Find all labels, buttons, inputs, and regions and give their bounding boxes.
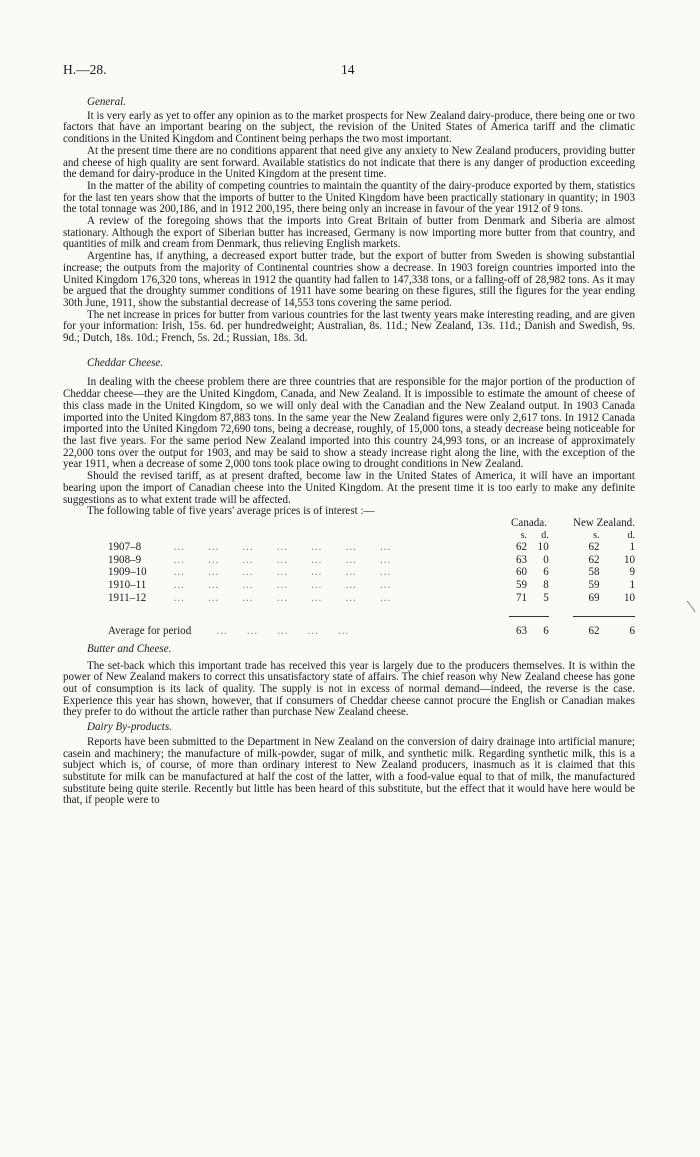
- paragraph: The net increase in prices for butter from various countries for the last twenty years make interesting reading, and are given for your information: Irish, 15s. 6d. per hundredweight; Australian, 8s. 11d.; New Zealand, 13s. 11d.; Danish and Swedish, 9s. 9d.; Dutch, 18s. 10d.; French, 5s. 2d.; Russian, 18s. 3d.: [63, 308, 635, 345]
- section-heading-byproducts: Dairy By-products.: [87, 721, 172, 734]
- unit-shillings: s.: [593, 529, 600, 541]
- table-row: 1911–12 … … … … … … … 71 5 69 10: [108, 591, 635, 604]
- paragraph: A review of the foregoing shows that the imports into Great Britain of butter from Denmark and Siberia are almost stationary. Although the export of Siberian butter has increased, Germany is now importing more butter from that country, and quantities of milk and cream from Denmark, thus relieving English markets.: [63, 215, 635, 251]
- column-header-new-zealand: New Zealand.: [573, 516, 635, 529]
- price-table: [108, 518, 635, 638]
- table-average-row: Average for period … … … … … 63 6 62 6: [108, 625, 635, 638]
- page-number: 14: [341, 62, 355, 77]
- column-header-canada: Canada.: [511, 516, 547, 529]
- unit-pence: d.: [627, 529, 635, 541]
- average-label: Average for period: [108, 625, 192, 638]
- table-header-row: [108, 518, 635, 530]
- body-text: [63, 97, 635, 807]
- document-reference: H.—28.: [63, 62, 107, 77]
- paragraph: In dealing with the cheese problem there are three countries that are responsible for the major portion of the production of Cheddar cheese—they are the United Kingdom, Canada, and New Zealand. It is impossible to estimate the amount of cheese of this class made in the United Kingdom, so we will only deal with the Canadian and the New Zealand output. In 1903 Canada imported into the United Kingdom 87,883 tons. In the same year the New Zealand figures were only 2,617 tons. In 1912 Canada imported into the United Kingdom 72,690 tons, being a decrease, roughly, of 15,000 tons, a steady decrease being noticeable for the last five years. For the same period New Zealand imported into this country 24,993 tons, or an increase of approximately 22,000 tons over the output for 1903, and may be said to show a steady increase right along the line, with the exception of the year 1911, when a decrease of some 2,000 tons took place owing to drought conditions in New Zealand.: [63, 376, 635, 471]
- paragraph: Reports have been submitted to the Department in New Zealand on the conversion of dairy drainage into artificial manure; casein and machinery; the manufacture of milk-powder, sugar of milk, and synthetic milk. Regarding synthetic milk, this is a subject which is, of course, of more than ordinary interest to New Zealand producers, inasmuch as it is claimed that this substitute for milk can be manufactured at half the cost of the latter, with a food-value equal to that of milk, the manufactured substitute being quite sterile. Recently but little has been heard of this substitute, but the effect that it would have here would be that, if people were to: [63, 735, 635, 807]
- table-row: 1910–11 … … … … … … … 59 8 59 1: [108, 578, 635, 591]
- table-rule: [108, 604, 635, 617]
- paragraph: The following table of five years' average prices is of interest :—: [87, 505, 375, 518]
- unit-pence: d.: [541, 529, 549, 541]
- unit-shillings: s.: [520, 529, 528, 541]
- page-header: [63, 62, 637, 80]
- paragraph: At the present time there are no conditions apparent that need give any anxiety to New Zealand producers, providing butter and cheese of high quality are sent forward. Available statistics do not indicate that there is any danger of production exceeding the demand for dairy-produce in the United Kingdom at the present time.: [63, 144, 635, 181]
- table-row: 1909–10 … … … … … … … 60 6 58 9: [108, 566, 635, 579]
- table-units-row: [108, 530, 635, 542]
- paragraph: It is very early as yet to offer any opinion as to the market prospects for New Zealand dairy-produce, there being one or two factors that have an important bearing on the subject, the revision of the United States of America tariff and the climatic conditions in the United Kingdom and Continent being perhaps the two most important.: [63, 109, 635, 146]
- paragraph: The set-back which this important trade has received this year is largely due to the producers themselves. It is within the power of New Zealand makers to correct this unsatisfactory state of affairs. The chief reason why New Zealand cheese has gone out of consumption is its lack of quality. The supply is not in excess of normal demand—indeed, the reverse is the case. Experience this year has shown, however, that if consumers of Cheddar cheese cannot procure the English or Canadian makes they prefer to do without the article rather than purchase New Zealand cheese.: [63, 659, 635, 719]
- table-row: 1908–9 … … … … … … … 63 0 62 10: [108, 553, 635, 566]
- section-heading-general: General.: [87, 96, 126, 108]
- margin-mark: [686, 600, 696, 614]
- paragraph: Argentine has, if anything, a decreased export butter trade, but the export of butter from Sweden is showing substantial increase; the outputs from the majority of Continental countries show a decrease. In 1903 foreign countries imported into the United Kingdom 176,320 tons, whereas in 1912 the quantity had fallen to 147,338 tons, or a falling-off of 28,982 tons. As it may be argued that the droughty summer conditions of 1911 have some bearing on these figures, still the figures for the year ending 30th June, 1911, show the substantial decrease of 14,553 tons covering the same period.: [63, 250, 635, 309]
- table-row: 1907–8 … … … … … … … 62 10 62 1: [108, 541, 635, 554]
- paragraph: In the matter of the ability of competing countries to maintain the quantity of the dairy-produce exported by them, statistics for the last ten years show that the imports of butter to the United Kingdom have been practically stationary in quantity; in 1903 the total tonnage was 200,186, and in 1912 200,195, there being only an increase in favour of the year 1912 of 9 tons.: [63, 179, 635, 216]
- section-heading-cheddar: Cheddar Cheese.: [87, 356, 164, 369]
- paragraph: Should the revised tariff, as at present drafted, become law in the United States of America, it will have an important bearing upon the import of Canadian cheese into the United Kingdom. At the present time it is too early to make any definite suggestions as to what extent trade will be affected.: [63, 470, 635, 506]
- section-heading-butter-cheese: Butter and Cheese.: [87, 642, 172, 655]
